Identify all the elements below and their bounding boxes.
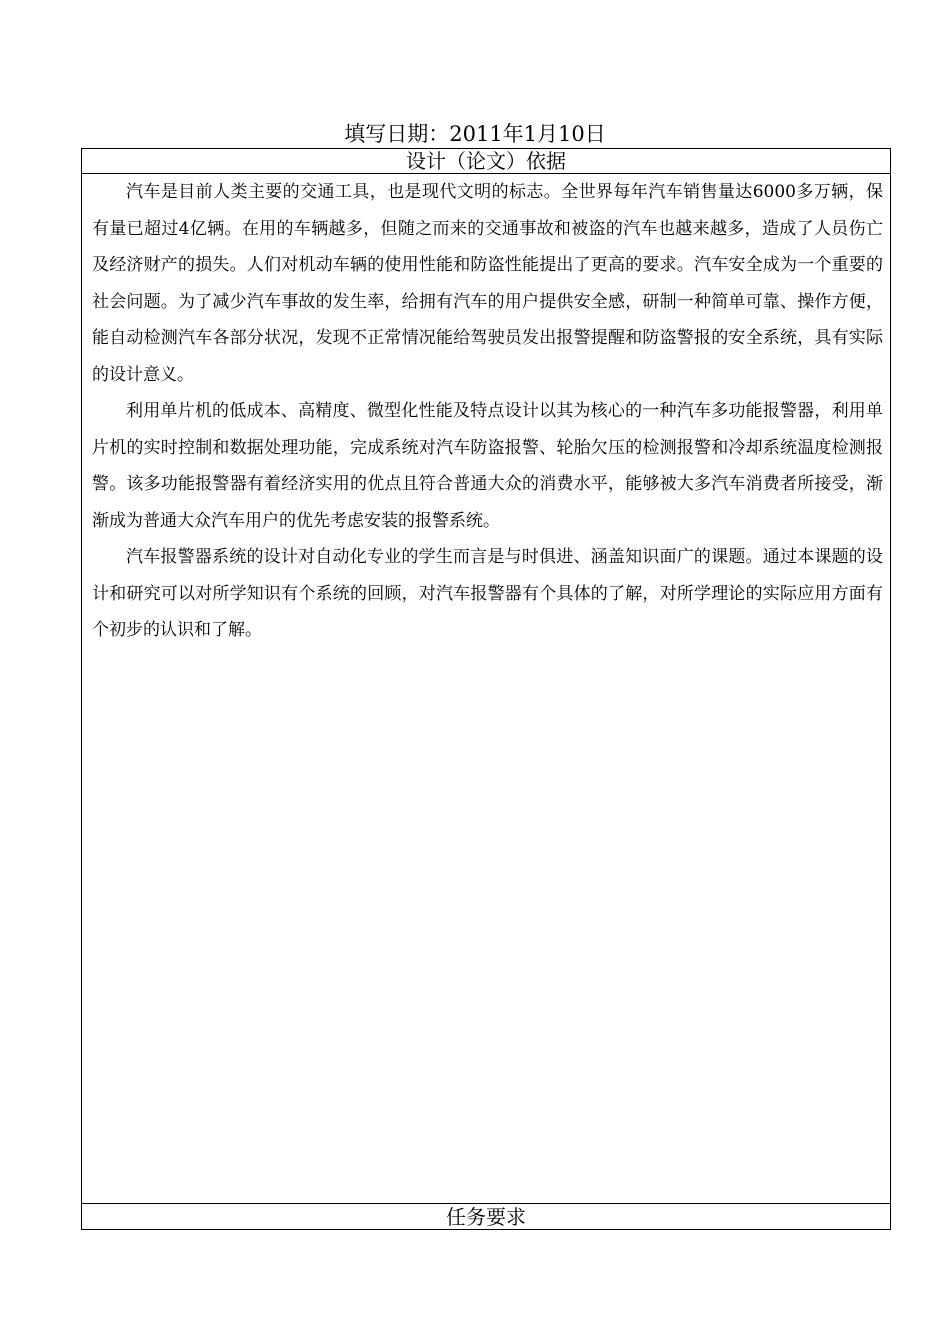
form-table xyxy=(81,148,891,1230)
basis-paragraph-2: 利用单片机的低成本、高精度、微型化性能及特点设计以其为核心的一种汽车多功能报警器，利用单片机的实时控制和数据处理功能，完成系统对汽车防盗报警、轮胎欠压的检测报警和冷却系统温度检测报警。该多功能报警器有着经济实用的优点且符合普通大众的消费水平，能够被大多汽车消费者所接受，渐渐成为普通大众汽车用户的优先考虑安装的报警系统。 xyxy=(92,401,883,531)
basis-paragraph-1: 汽车是目前人类主要的交通工具，也是现代文明的标志。全世界每年汽车销售量达6000多万辆，保有量已超过4亿辆。在用的车辆越多，但随之而来的交通事故和被盗的汽车也越来越多，造成了人员伤亡及经济财产的损失。人们对机动车辆的使用性能和防盗性能提出了更高的要求。汽车安全成为一个重要的社会问题。为了减少汽车事故的发生率，给拥有汽车的用户提供安全感，研制一种简单可靠、操作方便，能自动检测汽车各部分状况，发现不正常情况能给驾驶员发出报警提醒和防盗警报的安全系统，具有实际的设计意义。 xyxy=(92,182,883,385)
task-section-title: 任务要求 xyxy=(446,1205,526,1229)
basis-section-title: 设计（论文）依据 xyxy=(82,149,890,174)
fill-date: 填写日期：2011年1月10日 xyxy=(344,122,606,146)
basis-section-body xyxy=(82,174,890,1204)
basis-paragraph-3: 汽车报警器系统的设计对自动化专业的学生而言是与时俱进、涵盖知识面广的课题。通过本课题的设计和研究可以对所学知识有个系统的回顾，对汽车报警器有个具体的了解，对所学理论的实际应用方面有个初步的认识和了解。 xyxy=(92,547,883,640)
